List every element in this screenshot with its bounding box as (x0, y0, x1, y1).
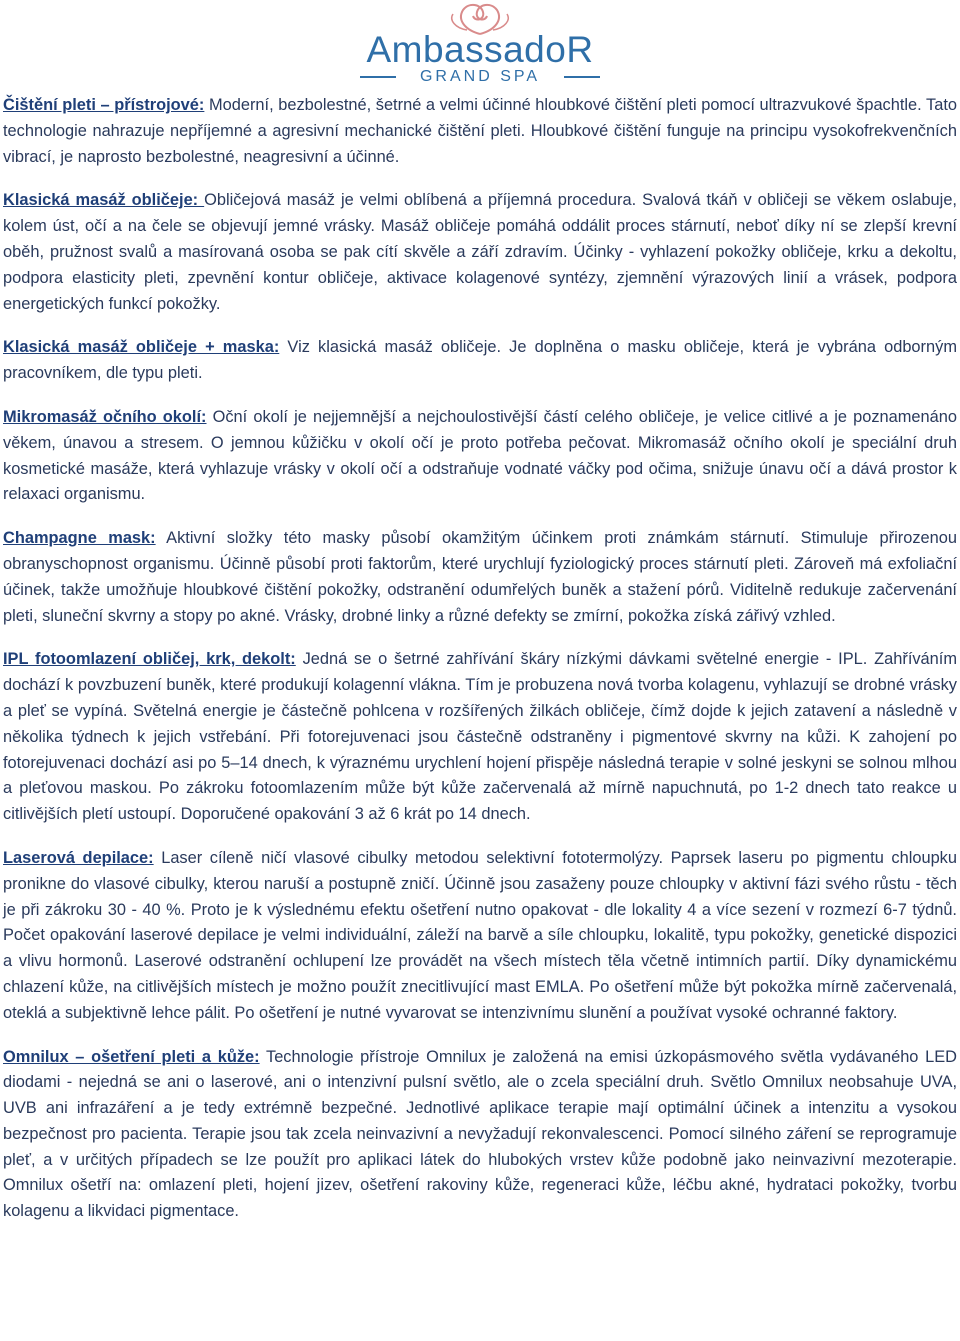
section-text: Jedná se o šetrné zahřívání škáry nízkými dávkami světelné energie - IPL. Zahříváním dochází k povzbuzení buněk, které produkují kolagenní vlákna. Tím je probuzena nová tvorba kolagenu, vyhlazují se drobné vrásky a pleť se vypíná. Světelná energie je částečně pohlcena v rozšířených žilkách obličeje, čímž dojde k jejich zatavení a následně v několika týdnech k jejich vstřebání. Při fotorejuvenaci jsou částečně odstraněny i pigmentové skvrny na kůži. K zahojení po fotorejuvenaci dochází asi po 5–14 dnech, k výraznému urychlení hojení přispěje následná terapie v solné jeskyni se solnou mlhou a pleťovou maskou. Po zákroku fotoomlazením může být kůže začervenalá až mírně napuchnutá, po 1-2 dnech tato reakce u citlivějších pletí ustoupí. Doporučené opakování 3 až 6 krát po 14 dnech. (3, 650, 958, 824)
section-heading: Omnilux – ošetření pleti a kůže: (3, 1047, 260, 1066)
section-mikromasaz (3, 405, 957, 508)
section-text: Viz klasická masáž obličeje. Je doplněna o masku obličeje, která je vybrána odborným pracovníkem, dle typu pleti. (3, 338, 957, 383)
document-body (3, 93, 957, 1243)
section-heading: Klasická masáž obličeje + maska: (3, 338, 280, 357)
logo-sub-text: GRAND SPA (419, 68, 541, 85)
section-omnilux (3, 1045, 957, 1226)
section-masaz-maska (3, 335, 957, 387)
logo-brand-text: AmbassadoR (366, 29, 594, 70)
section-ipl (3, 647, 957, 828)
section-laserova-depilace (3, 846, 957, 1027)
logo-right-line (564, 76, 600, 78)
section-text: Laser cíleně ničí vlasové cibulky metodou selektivní fototermolýzy. Paprsek laseru po pigmentu chloupku pronikne do vlasové cibulky, kterou naruší a postupně zničí. Účinně jsou zasaženy pouze chloupky v aktivní fázi svého růstu - těch je při zákroku 30 - 40 %. Proto je k výslednému efektu ošetření nutno opakovat - dle lokality 4 a více sezení v rozmezí 6-7 týdnů. Počet opakování laserové depilace je velmi individuální, záleží na barvě a síle chloupku, lokalitě, typu pokožky, genetické dispozici a vlivu hormonů. Laserové odstranění ochlupení lze provádět na všech místech těla včetně intimních partií. Díky dynamickému chlazení kůže, na citlivějších místech je možno použít znecitlivující mast EMLA. Po ošetření může být pokožka mírně začervenalá, oteklá a subjektivně lehce pálit. Po ošetření je nutné vyvarovat se intenzivnímu slunění a používat vysoké ochranné faktory. (3, 848, 957, 1022)
section-cisteni-pleti (3, 93, 957, 170)
section-heading: Klasická masáž obličeje: (3, 191, 205, 210)
section-text: Oční okolí je nejjemnější a nejchoulostivější částí celého obličeje, je velice citlivé a je poznamenáno věkem, únavou a stresem. O jemnou kůžičku v okolí očí je proto potřeba pečovat. Mikromasáž očního okolí je speciální druh kosmetické masáže, která vyhlazuje vrásky v okolí očí a odstraňuje vodnaté váčky pod očima, snižuje únavu očí a dává prostor k relaxaci organismu. (3, 407, 957, 504)
section-heading: Champagne mask: (3, 529, 156, 548)
section-text: Aktivní složky této masky působí okamžitým účinkem proti známkám stárnutí. Stimuluje přirozenou obranyschopnost organismu. Účinně působí proti faktorům, které urychlují fyziologický proces stárnutí pleti. Zároveň má exfoliační účinek, takže umožňuje hloubkové čištění pokožky, odstranění odumřelých buněk a stažení pórů. Viditelně redukuje začervenání pleti, sluneční skvrny a stopy po akné. Vrásky, drobné linky a různé defekty se zmírní, pokožka získá zářivý vzhled. (3, 529, 957, 625)
section-text: Moderní, bezbolestné, šetrné a velmi účinné hloubkové čištění pleti pomocí ultrazvukové špachtle. Tato technologie nahrazuje nepříjemné a agresivní mechanické čištění pleti. Hloubkové čištění funguje na principu vysokofrekvenčních vibrací, je naprosto bezbolestné, neagresivní a účinné. (3, 96, 957, 166)
ambassador-grand-spa-logo (340, 0, 620, 90)
section-text: Obličejová masáž je velmi oblíbená a příjemná procedura. Svalová tkáň v obličeji se věkem oslabuje, kolem úst, očí a na čele se objevují jemné vrásky. Masáž obličeje pomáhá oddálit proces stárnutí, neboť díky ní se zlepší krevní oběh, pružnost svalů a masírovaná osoba se pak cítí skvěle a září zdravím. Účinky - vyhlazení pokožky obličeje, krku a dekoltu, podpora elasticity pleti, zpevnění kontur obličeje, aktivace kolagenové syntézy, zjemnění výrazových linií a vrásek, podpora energetických funkcí pokožky. (3, 191, 957, 313)
section-heading: IPL fotoomlazení obličej, krk, dekolt: (3, 650, 296, 669)
section-heading: Laserová depilace: (3, 848, 154, 867)
section-champagne-mask (3, 526, 957, 629)
section-heading: Mikromasáž očního okolí: (3, 407, 207, 426)
section-text: Technologie přístroje Omnilux je založená na emisi úzkopásmového světla vydávaného LED diodami - nejedná se ani o laserové, ani o intenzivní pulsní světlo, ale o zcela speciální druh. Světlo Omnilux neobsahuje UVA, UVB ani infrazáření a je tedy extrémně bezpečné. Jednotlivé aplikace terapie mají optimální účinek a intenzitu a vysokou bezpečnost pro pacienta. Terapie jsou tak zcela neinvazivní a nevyžadují rekonvalescenci. Pomocí silného záření se reprogramuje pleť, a v určitých případech se lze použít pro aplikaci látek do hlubokých vrstev kůže podobně jako neinvazivní mezoterapie. Omnilux ošetří na: omlazení pleti, hojení jizev, ošetření rakoviny kůže, regeneraci kůže, léčbu akné, hydrataci pokožky, tvorbu kolagenu a likvidaci pigmentace. (3, 1047, 957, 1221)
section-klasicka-masaz (3, 188, 957, 317)
section-heading: Čištění pleti – přístrojové: (3, 96, 205, 114)
